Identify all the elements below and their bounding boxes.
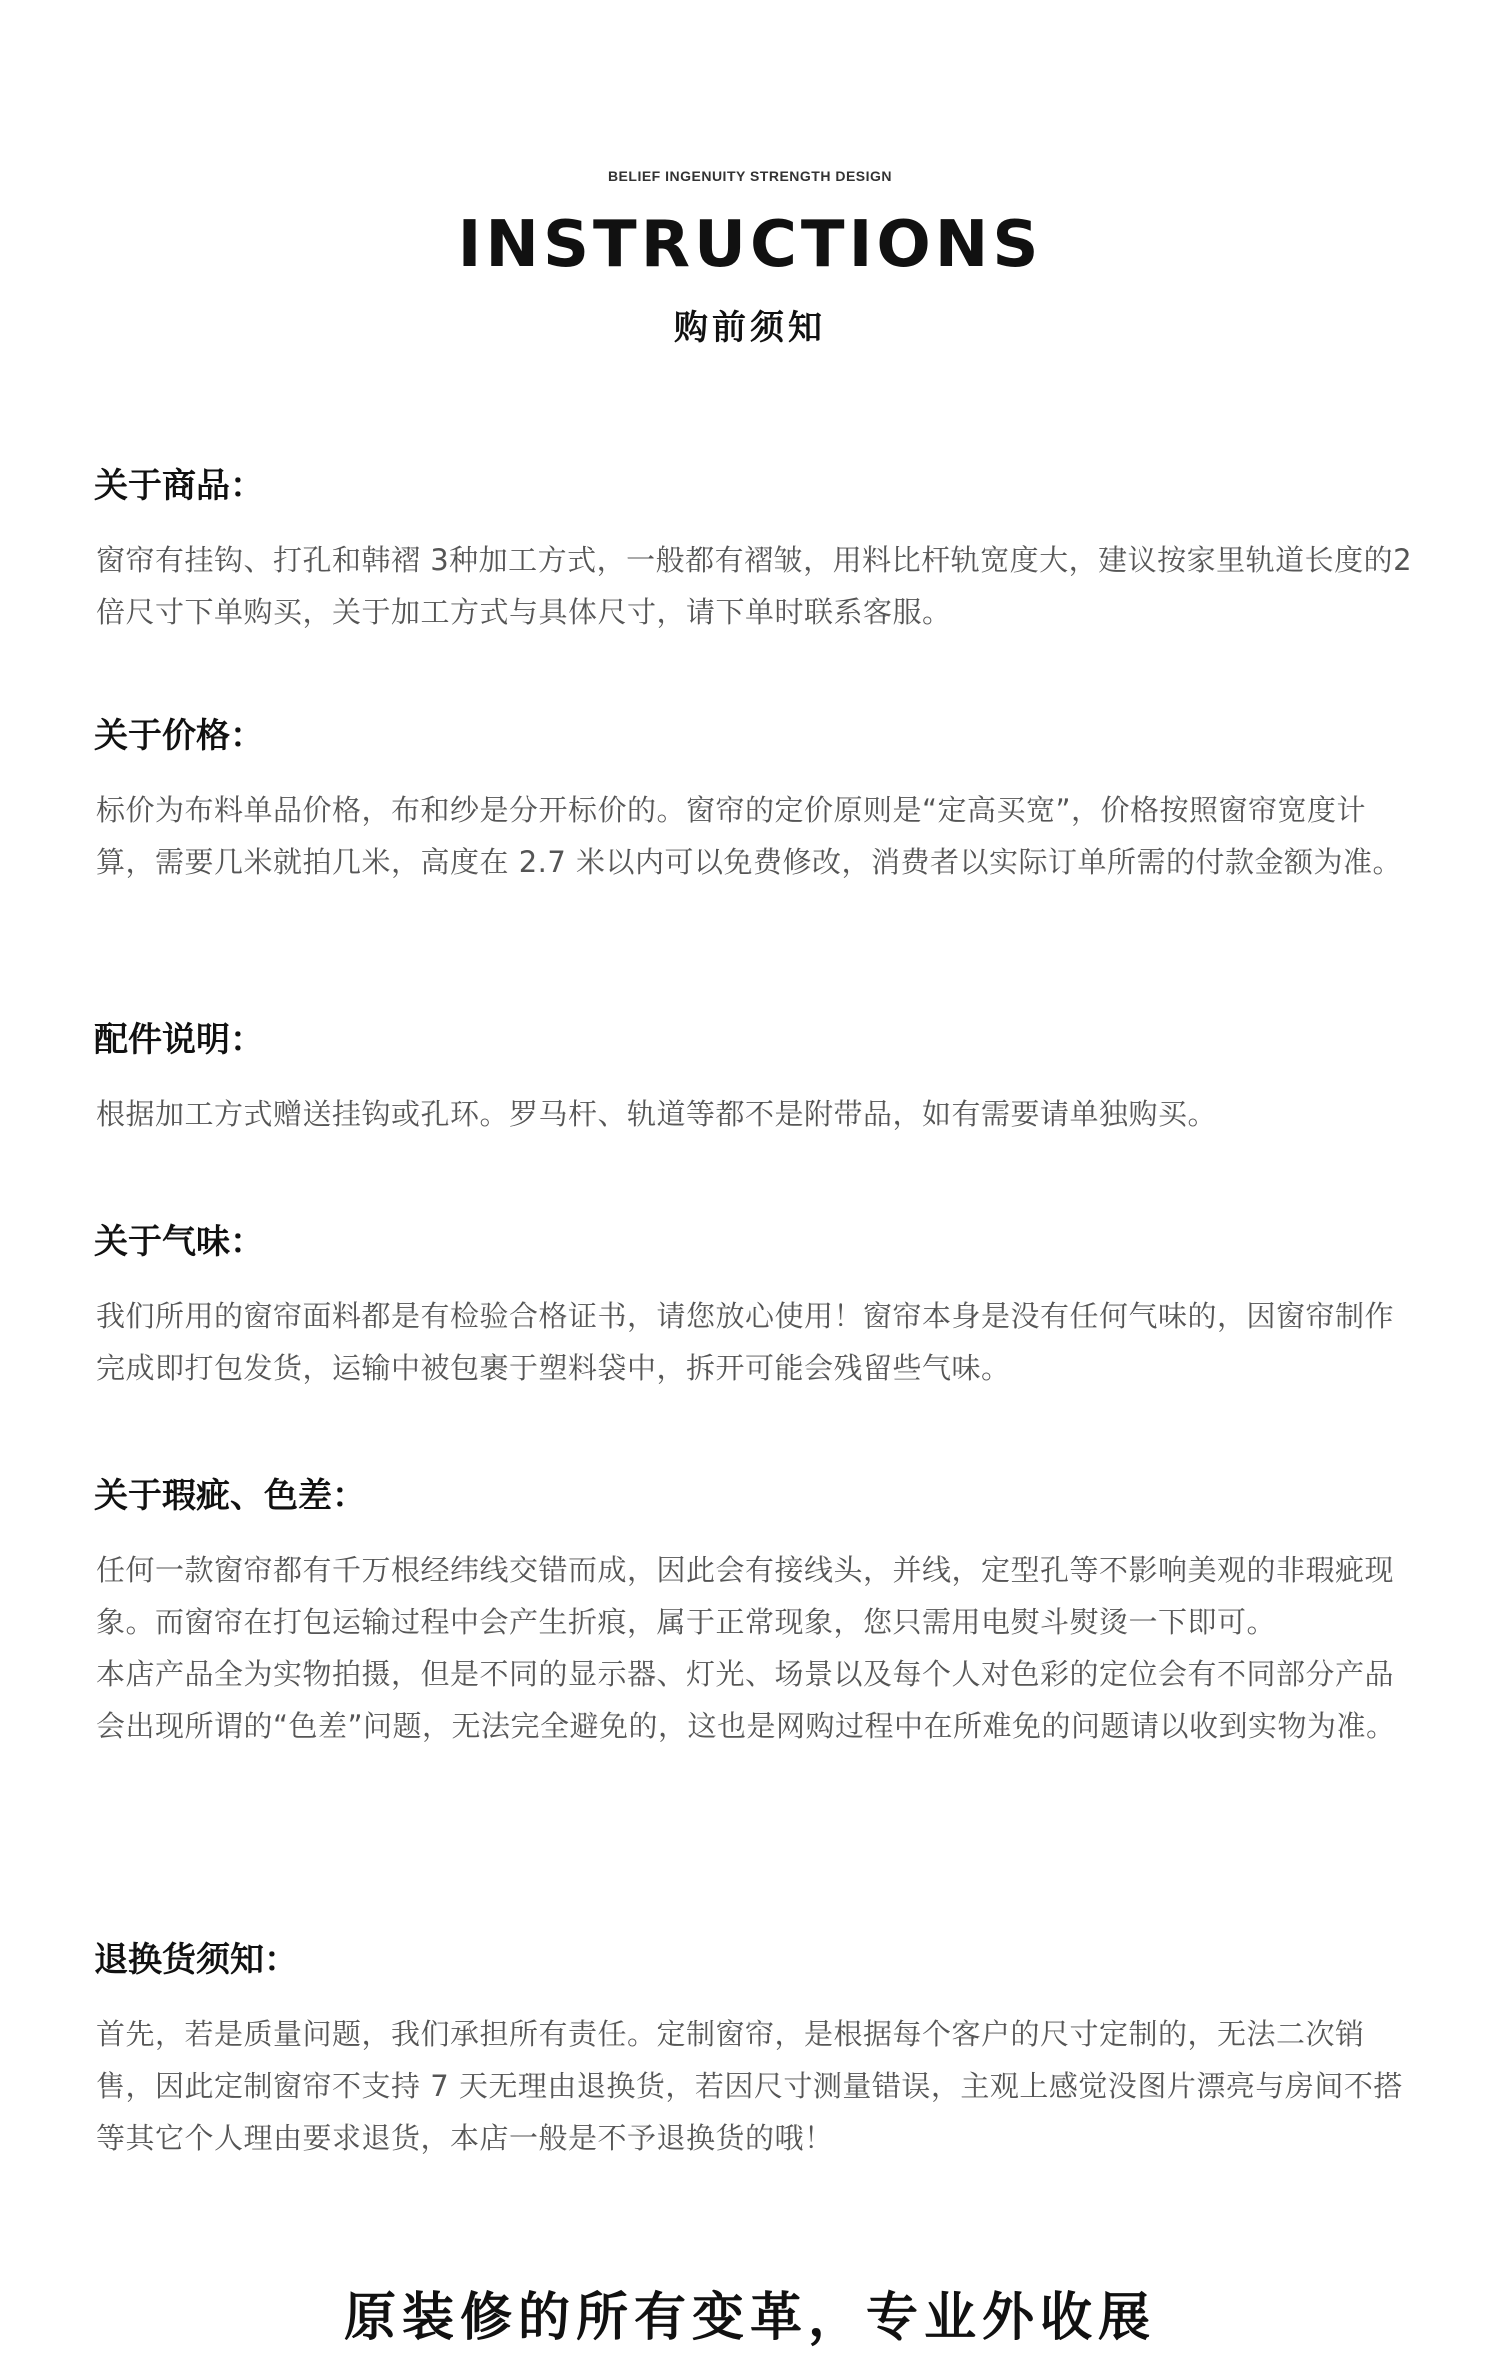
section-paragraph: 首先，若是质量问题，我们承担所有责任。定制窗帘，是根据每个客户的尺寸定制的，无法二次销售，因此定制窗帘不支持 7 天无理由退换货，若因尺寸测量错误，主观上感觉没图片漂亮与房间不搭等其它个人理由要求退货，本店一般是不予退换货的哦！	[96, 2017, 1403, 2155]
section-paragraph: 标价为布料单品价格，布和纱是分开标价的。窗帘的定价原则是“定高买宽”，价格按照窗帘宽度计算，需要几米就拍几米，高度在 2.7 米以内可以免费修改，消费者以实际订单所需的付款金额为准。	[96, 793, 1403, 879]
section-body	[96, 534, 1414, 638]
section-defects-color	[94, 1472, 1414, 1752]
footer-title: 原装修的所有变革，专业外收展	[343, 2288, 1156, 2348]
section-heading: 关于气味：	[94, 1222, 264, 1262]
section-body	[96, 784, 1414, 888]
section-product	[94, 462, 1414, 638]
section-body	[96, 2008, 1414, 2164]
section-paragraph: 任何一款窗帘都有千万根经纬线交错而成，因此会有接线头，并线，定型孔等不影响美观的非瑕疵现象。而窗帘在打包运输过程中会产生折痕，属于正常现象，您只需用电熨斗熨烫一下即可。	[96, 1553, 1395, 1639]
section-paragraph: 本店产品全为实物拍摄，但是不同的显示器、灯光、场景以及每个人对色彩的定位会有不同部分产品会出现所谓的“色差”问题，无法完全避免的，这也是网购过程中在所难免的问题请以收到实物为准。	[96, 1657, 1396, 1743]
section-paragraph: 我们所用的窗帘面料都是有检验合格证书，请您放心使用！窗帘本身是没有任何气味的，因窗帘制作完成即打包发货，运输中被包裹于塑料袋中，拆开可能会残留些气味。	[96, 1299, 1395, 1385]
section-returns	[94, 1936, 1414, 2164]
section-heading: 退换货须知：	[94, 1940, 298, 1980]
section-heading: 关于瑕疵、色差：	[94, 1476, 366, 1516]
section-body	[96, 1088, 1414, 1140]
section-paragraph: 窗帘有挂钩、打孔和韩褶 3种加工方式，一般都有褶皱，用料比杆轨宽度大，建议按家里轨道长度的2倍尺寸下单购买，关于加工方式与具体尺寸，请下单时联系客服。	[96, 543, 1413, 629]
section-paragraph: 根据加工方式赠送挂钩或孔环。罗马杆、轨道等都不是附带品，如有需要请单独购买。	[96, 1097, 1218, 1131]
section-heading: 配件说明：	[94, 1020, 264, 1060]
section-heading: 关于商品：	[94, 466, 264, 506]
page-title: INSTRUCTIONS	[457, 208, 1043, 282]
section-heading: 关于价格：	[94, 716, 264, 756]
section-price	[94, 712, 1414, 888]
tagline: BELIEF INGENUITY STRENGTH DESIGN	[607, 168, 893, 184]
section-body	[96, 1290, 1414, 1394]
section-body	[96, 1544, 1414, 1752]
section-odor	[94, 1218, 1414, 1394]
section-accessories	[94, 1016, 1414, 1140]
page-subtitle: 购前须知	[674, 308, 826, 348]
